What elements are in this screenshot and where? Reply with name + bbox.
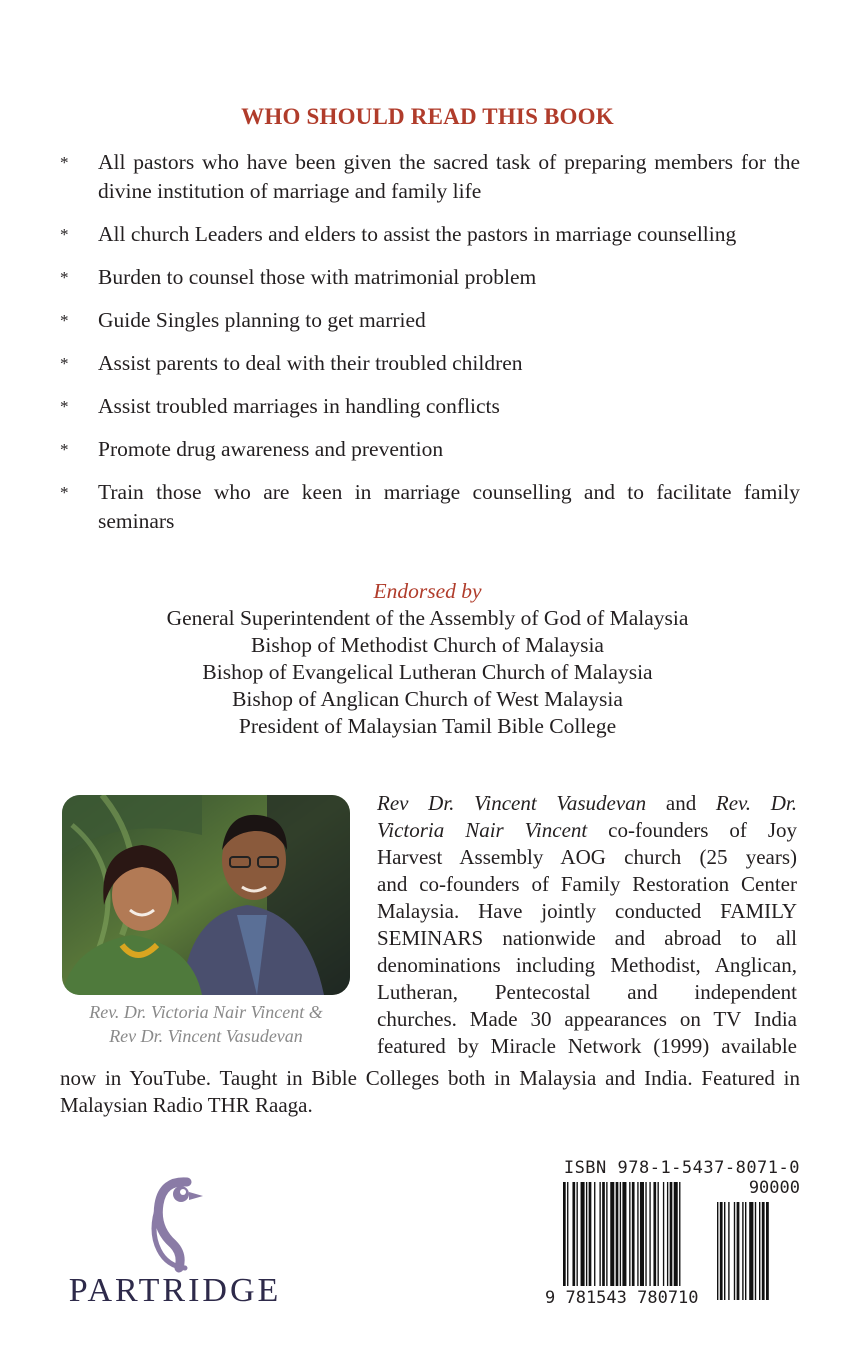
author-bio-continued: now in YouTube. Taught in Bible Colleges both in Malaysia and India. Featured in Malaysian Radio THR Raaga. xyxy=(60,1066,800,1117)
list-item-text: All pastors who have been given the sacred task of preparing members for the divine institution of marriage and family life xyxy=(98,150,800,203)
bio-line: churches. Made 30 appearances on TV India xyxy=(377,1007,797,1031)
endorsement-line: Bishop of Evangelical Lutheran Church of Malaysia xyxy=(202,660,653,684)
bio-text: and xyxy=(646,791,716,815)
list-item-text: Assist parents to deal with their troubled children xyxy=(98,351,523,375)
endorsement-line: Bishop of Anglican Church of West Malaysia xyxy=(232,687,623,711)
caption-line: Rev Dr. Vincent Vasudevan xyxy=(109,1026,303,1046)
list-item xyxy=(60,220,800,249)
publisher-name: PARTRIDGE xyxy=(68,1272,282,1309)
photo-caption xyxy=(62,1000,350,1048)
bio-line: and co-founders of Family Restoration Center xyxy=(377,872,797,896)
bio-text: co-founders of Joy xyxy=(587,818,797,842)
bullet-star: * xyxy=(60,225,69,244)
bio-line: Harvest Assembly AOG church (25 years) xyxy=(377,845,797,869)
endorsement-line: General Superintendent of the Assembly of God of Malaysia xyxy=(166,606,689,630)
list-item xyxy=(60,392,800,421)
bio-line: SEMINARS nationwide and abroad to all xyxy=(377,926,797,950)
bio-line xyxy=(377,790,797,817)
author-bio xyxy=(377,790,797,1060)
bullet-star: * xyxy=(60,268,69,287)
list-item xyxy=(60,349,800,378)
bio-line: featured by Miracle Network (1999) available xyxy=(377,1034,797,1058)
bullet-star: * xyxy=(60,397,69,416)
endorsement-line: Bishop of Methodist Church of Malaysia xyxy=(251,633,604,657)
isbn-label: ISBN 978-1-5437-8071-0 xyxy=(563,1158,800,1178)
endorsed-by-label: Endorsed by xyxy=(373,579,482,603)
list-item-text: Assist troubled marriages in handling conflicts xyxy=(98,394,500,418)
list-item xyxy=(60,435,800,464)
bullet-star: * xyxy=(60,440,69,459)
author-name: Victoria Nair Vincent xyxy=(377,818,588,842)
bullet-star: * xyxy=(60,153,69,172)
list-item-text: Burden to counsel those with matrimonial problem xyxy=(98,265,537,289)
list-item xyxy=(60,478,800,536)
author-photo xyxy=(62,795,350,995)
author-name: Rev. Dr. xyxy=(715,791,797,815)
list-item xyxy=(60,148,800,206)
bio-line: Lutheran, Pentecostal and independent xyxy=(377,980,797,1004)
bio-line xyxy=(377,817,797,844)
ean-number: 9 781543 780710 xyxy=(545,1288,699,1308)
author-name: Rev Dr. Vincent Vasudevan xyxy=(377,791,647,815)
list-item-text: Promote drug awareness and prevention xyxy=(98,437,444,461)
bullet-star: * xyxy=(60,483,69,502)
bullet-star: * xyxy=(60,311,69,330)
endorsement-line: President of Malaysian Tamil Bible College xyxy=(238,714,617,738)
list-item xyxy=(60,306,800,335)
bio-line: Malaysia. Have jointly conducted FAMILY xyxy=(377,899,797,923)
list-item xyxy=(60,263,800,292)
list-item-text: Guide Singles planning to get married xyxy=(98,308,426,332)
bio-line: denominations including Methodist, Anglican, xyxy=(377,953,797,977)
bullet-list xyxy=(60,148,800,550)
bullet-star: * xyxy=(60,354,69,373)
author-photo-illustration xyxy=(62,795,350,995)
endorsements xyxy=(0,578,855,740)
caption-line: Rev. Dr. Victoria Nair Vincent & xyxy=(89,1002,323,1022)
list-item-text: Train those who are keen in marriage counselling and to facilitate family seminars xyxy=(98,480,800,533)
price-code: 90000 xyxy=(748,1178,800,1198)
section-heading: WHO SHOULD READ THIS BOOK xyxy=(241,104,614,129)
list-item-text: All church Leaders and elders to assist the pastors in marriage counselling xyxy=(98,222,737,246)
